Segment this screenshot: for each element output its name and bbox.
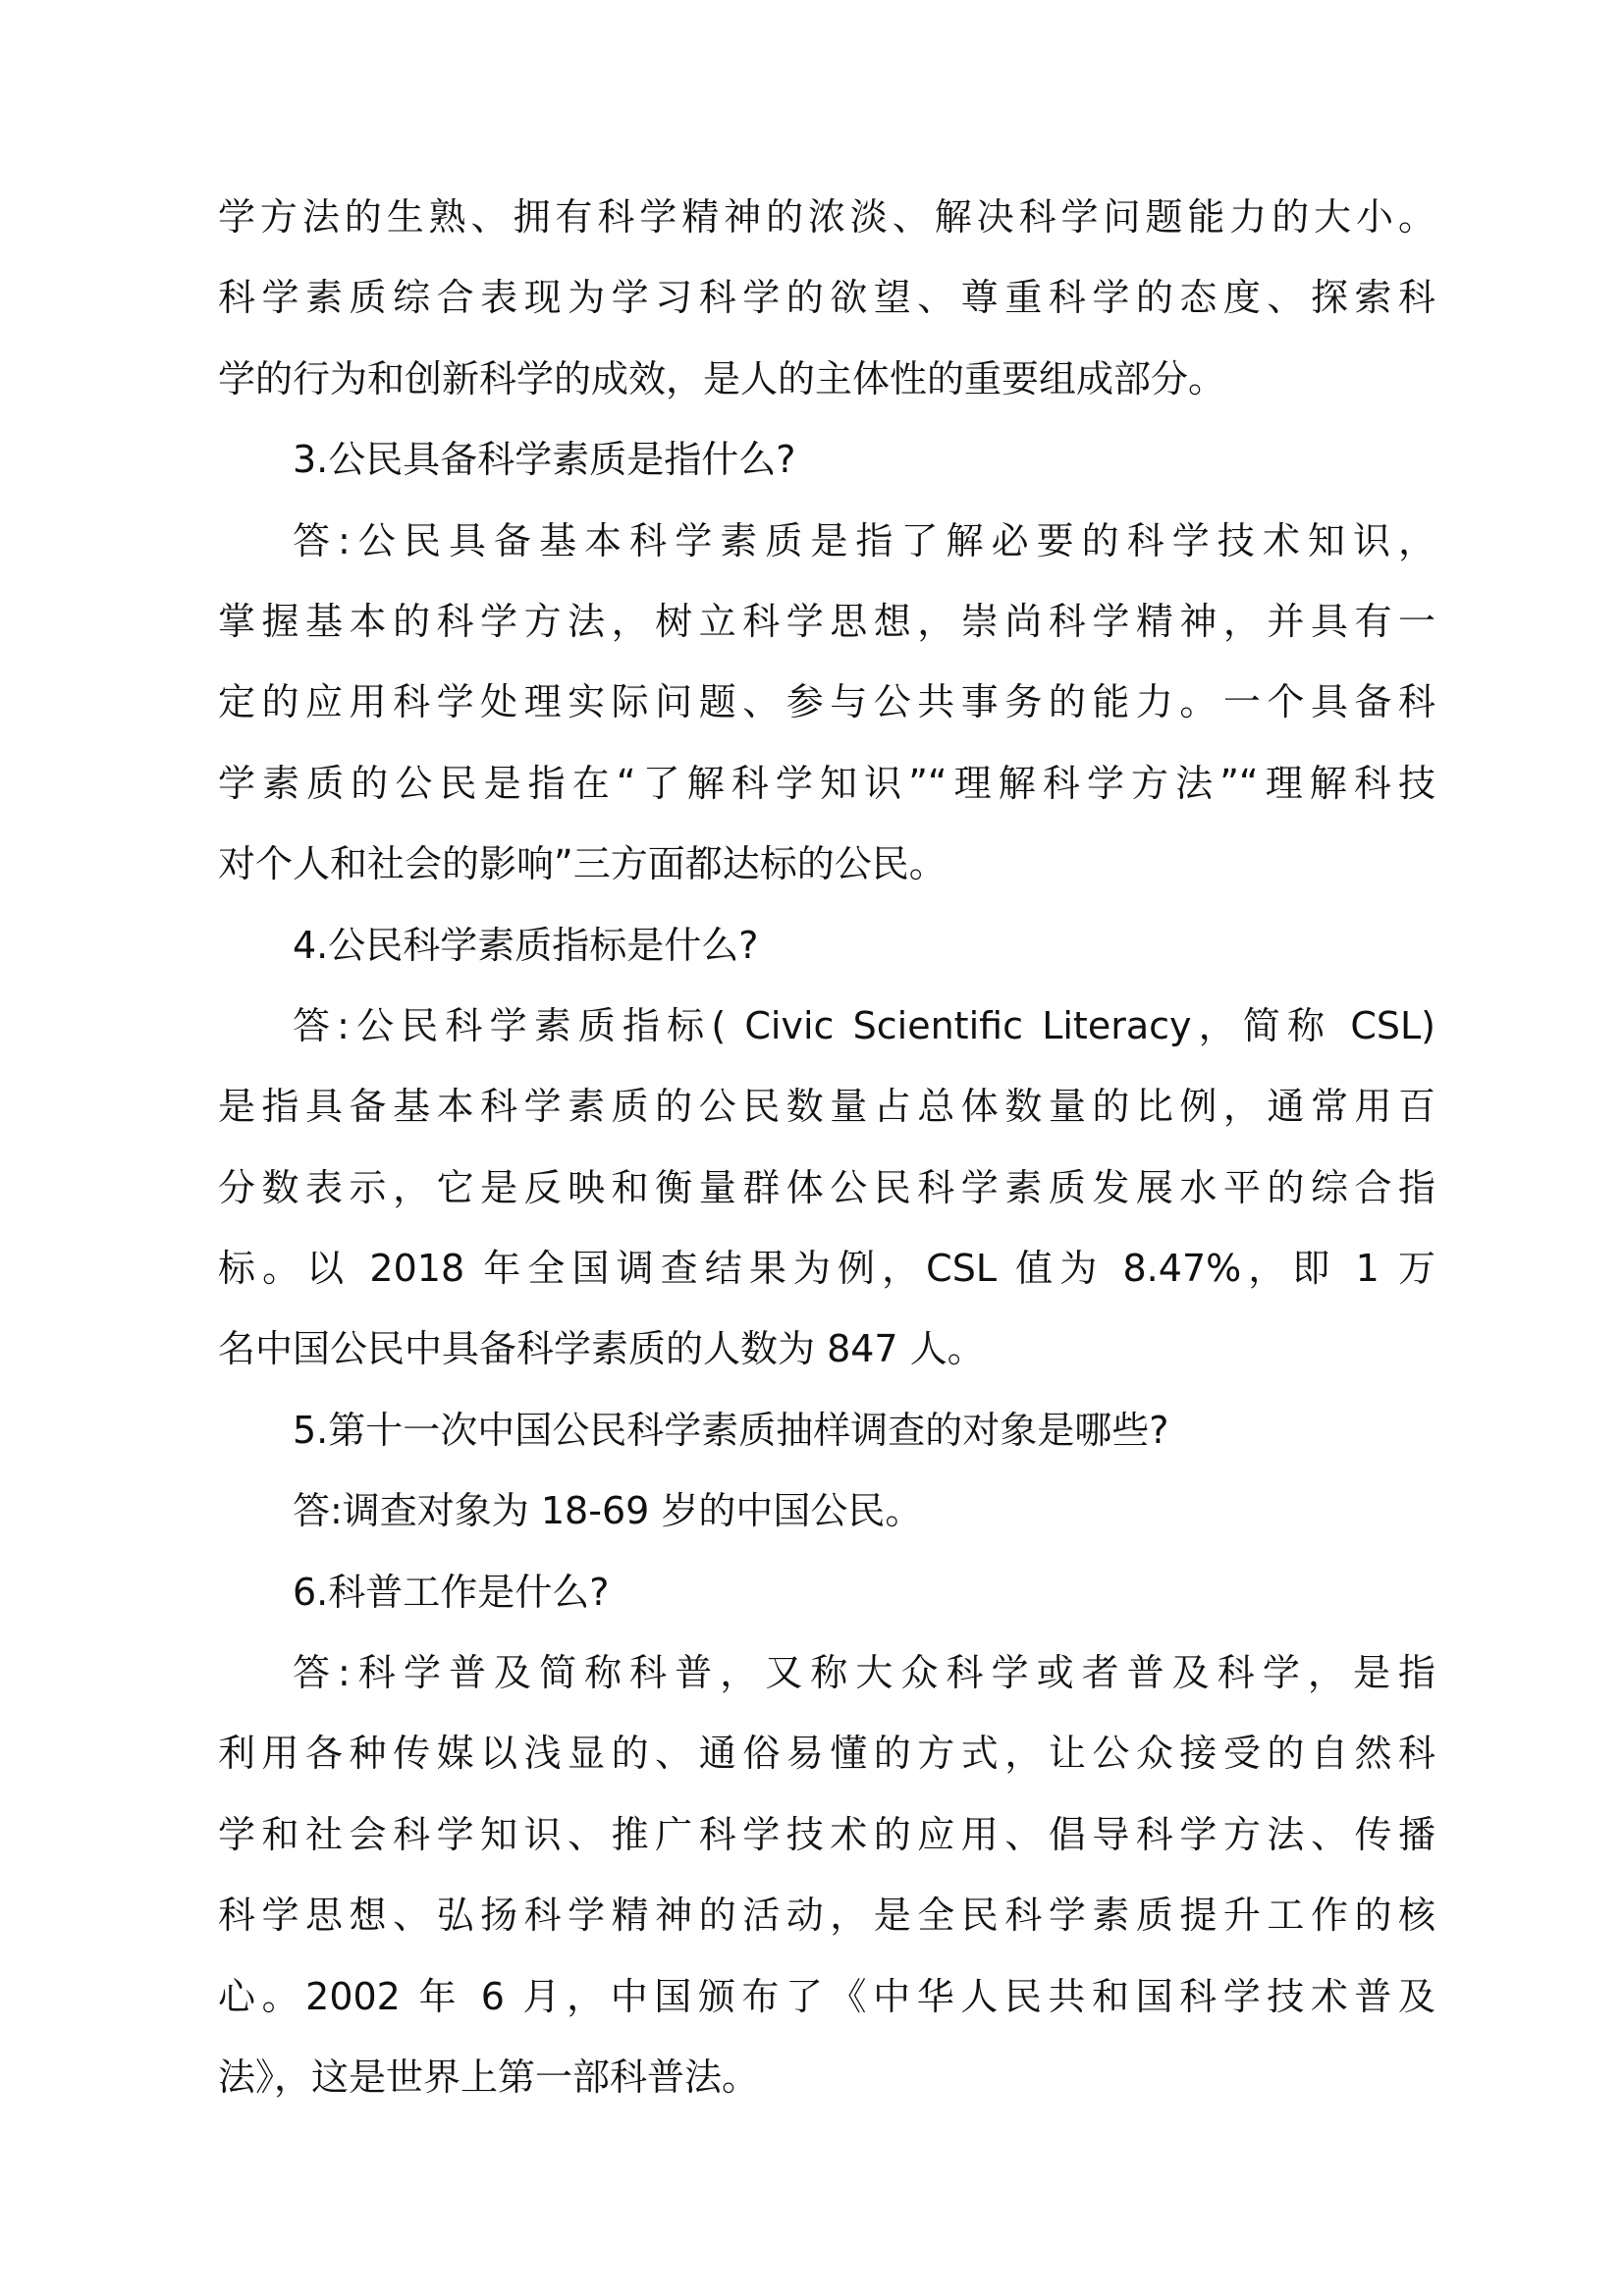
text-line: 学方法的生熟、拥有科学精神的浓淡、解决科学问题能力的大小。 <box>218 195 1435 239</box>
text-line: 答:调查对象为 18-69 岁的中国公民。 <box>293 1489 923 1533</box>
text-line: 答:公民科学素质指标( Civic Scientific Literacy，简称 CSL) <box>293 1003 1435 1047</box>
text-line: 5.第十一次中国公民科学素质抽样调查的对象是哪些? <box>293 1408 1169 1452</box>
text-line: 名中国公民中具备科学素质的人数为 847 人。 <box>218 1327 985 1371</box>
text-line: 掌握基本的科学方法，树立科学思想，崇尚科学精神，并具有一 <box>218 599 1435 643</box>
text-line: 分数表示，它是反映和衡量群体公民科学素质发展水平的综合指 <box>218 1165 1435 1209</box>
text-line: 学和社会科学知识、推广科学技术的应用、倡导科学方法、传播 <box>218 1812 1435 1856</box>
text-line: 科学思想、弘扬科学精神的活动，是全民科学素质提升工作的核 <box>218 1894 1435 1938</box>
text-line: 心。2002 年 6 月，中国颁布了《中华人民共和国科学技术普及 <box>218 1974 1435 2018</box>
text-line: 法》，这是世界上第一部科普法。 <box>218 2055 760 2099</box>
text-line: 6.科普工作是什么? <box>293 1570 610 1614</box>
text-line: 答:科学普及简称科普，又称大众科学或者普及科学，是指 <box>293 1651 1435 1695</box>
text-line: 答:公民具备基本科学素质是指了解必要的科学技术知识， <box>293 518 1435 562</box>
text-line: 标。以 2018 年全国调查结果为例，CSL 值为 8.47%，即 1 万 <box>218 1247 1435 1291</box>
text-line: 学的行为和创新科学的成效，是人的主体性的重要组成部分。 <box>218 356 1226 400</box>
text-line: 对个人和社会的影响”三方面都达标的公民。 <box>218 842 947 886</box>
text-line: 3.公民具备科学素质是指什么? <box>293 438 796 482</box>
text-line: 4.公民科学素质指标是什么? <box>293 923 759 967</box>
text-line: 是指具备基本科学素质的公民数量占总体数量的比例，通常用百 <box>218 1085 1435 1129</box>
text-line: 利用各种传媒以浅显的、通俗易懂的方式，让公众接受的自然科 <box>218 1732 1435 1776</box>
text-line: 学素质的公民是指在“了解科学知识”“理解科学方法”“理解科技 <box>218 761 1435 805</box>
document-body <box>218 177 1435 2117</box>
text-line: 科学素质综合表现为学习科学的欲望、尊重科学的态度、探索科 <box>218 276 1435 320</box>
text-line: 定的应用科学处理实际问题、参与公共事务的能力。一个具备科 <box>218 680 1435 724</box>
